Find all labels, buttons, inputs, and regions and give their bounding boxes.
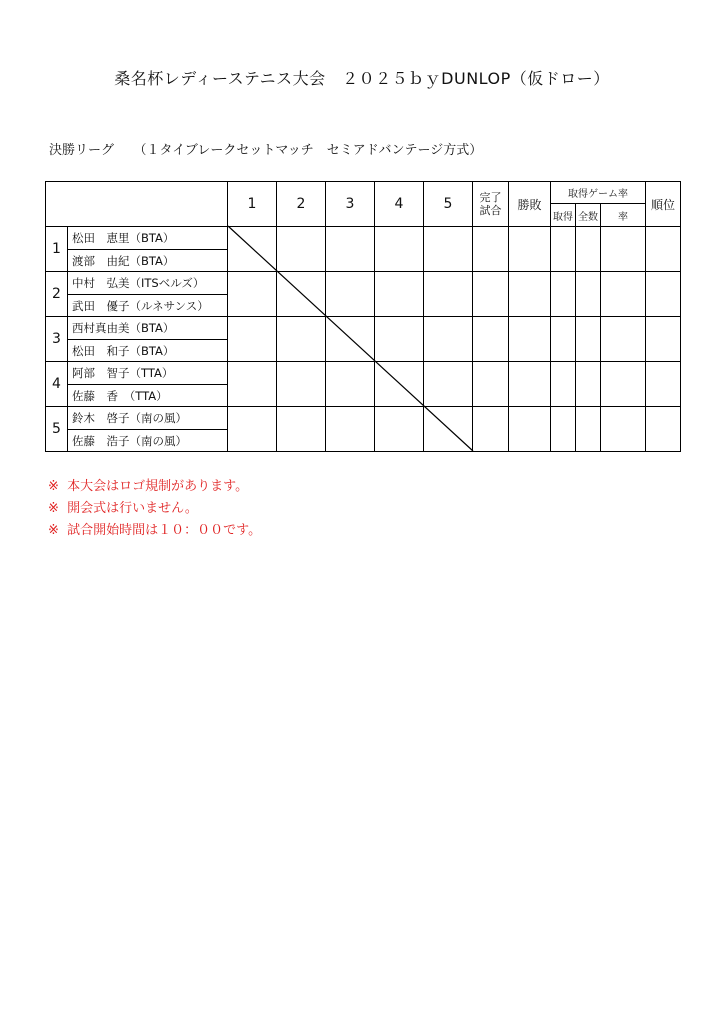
result-cell xyxy=(576,317,601,362)
match-cell xyxy=(424,317,473,362)
result-cell xyxy=(509,317,551,362)
note-start-time: ※ 試合開始時間は１０：００です。 xyxy=(48,523,262,538)
match-cell xyxy=(277,272,326,317)
result-cell xyxy=(601,227,646,272)
match-cell xyxy=(277,362,326,407)
match-cell xyxy=(326,317,375,362)
result-cell xyxy=(576,407,601,452)
seed-number: 2 xyxy=(46,272,68,317)
match-cell xyxy=(326,227,375,272)
player-name: 松田 恵里（BTA） xyxy=(68,227,228,250)
team-row xyxy=(46,407,681,430)
result-cell xyxy=(551,407,576,452)
seed-number: 3 xyxy=(46,317,68,362)
rank-header: 順位 xyxy=(646,182,681,227)
match-cell xyxy=(326,272,375,317)
note-logo: ※ 本大会はロゴ規制があります。 xyxy=(48,479,249,494)
result-cell xyxy=(646,407,681,452)
game-rate-header: 取得ゲーム率 xyxy=(551,182,646,204)
match-cell xyxy=(375,272,424,317)
seed-number: 4 xyxy=(46,362,68,407)
team-rows xyxy=(46,227,681,452)
result-cell xyxy=(576,227,601,272)
player-name: 西村真由美（BTA） xyxy=(68,317,228,340)
notes xyxy=(48,476,261,542)
result-cell xyxy=(509,407,551,452)
player-name: 阿部 智子（TTA） xyxy=(68,362,228,385)
match-cell xyxy=(424,362,473,407)
result-cell xyxy=(551,362,576,407)
match-cell xyxy=(228,362,277,407)
rate-header: 率 xyxy=(601,204,646,227)
team-row xyxy=(46,227,681,250)
result-cell xyxy=(646,362,681,407)
completed-label-line1: 完了 xyxy=(479,191,502,204)
result-cell xyxy=(551,272,576,317)
total-games-header: 全数 xyxy=(576,204,601,227)
result-cell xyxy=(473,272,509,317)
result-cell xyxy=(473,317,509,362)
result-cell xyxy=(601,362,646,407)
player-name: 中村 弘美（ITSベルズ） xyxy=(68,272,228,295)
team-row xyxy=(46,317,681,340)
result-cell xyxy=(646,317,681,362)
result-cell xyxy=(551,227,576,272)
match-cell xyxy=(277,407,326,452)
player-name: 松田 和子（BTA） xyxy=(68,340,228,362)
result-cell xyxy=(509,272,551,317)
match-cell xyxy=(277,227,326,272)
team-row xyxy=(46,272,681,295)
match-cell xyxy=(277,317,326,362)
match-cell xyxy=(375,407,424,452)
seed-number: 1 xyxy=(46,227,68,272)
player-name: 鈴木 啓子（南の風） xyxy=(68,407,228,430)
result-cell xyxy=(646,272,681,317)
match-cell xyxy=(375,317,424,362)
match-cell xyxy=(424,227,473,272)
match-cell xyxy=(228,227,277,272)
col-header-4: 4 xyxy=(375,182,424,227)
team-row xyxy=(46,362,681,385)
result-cell xyxy=(551,317,576,362)
result-cell xyxy=(601,272,646,317)
match-cell xyxy=(375,362,424,407)
match-cell xyxy=(326,407,375,452)
league-subtitle: 決勝リーグ （１タイブレークセットマッチ セミアドバンテージ方式） xyxy=(49,143,483,158)
result-cell xyxy=(576,362,601,407)
result-cell xyxy=(646,227,681,272)
match-cell xyxy=(228,317,277,362)
match-cell xyxy=(228,407,277,452)
result-cell xyxy=(473,407,509,452)
col-header-2: 2 xyxy=(277,182,326,227)
completed-label-line2: 試合 xyxy=(479,204,502,217)
col-header-3: 3 xyxy=(326,182,375,227)
player-name: 佐藤 浩子（南の風） xyxy=(68,430,228,452)
match-cell xyxy=(424,407,473,452)
result-cell xyxy=(601,407,646,452)
header-corner xyxy=(46,182,228,227)
games-won-header: 取得 xyxy=(551,204,576,227)
match-cell xyxy=(375,227,424,272)
win-loss-header: 勝敗 xyxy=(509,182,551,227)
result-cell xyxy=(509,362,551,407)
result-cell xyxy=(473,362,509,407)
league-table xyxy=(45,181,681,452)
match-cell xyxy=(326,362,375,407)
result-cell xyxy=(473,227,509,272)
result-cell xyxy=(509,227,551,272)
seed-number: 5 xyxy=(46,407,68,452)
completed-matches-header xyxy=(473,182,509,227)
result-cell xyxy=(601,317,646,362)
player-name: 渡部 由紀（BTA） xyxy=(68,250,228,272)
match-cell xyxy=(228,272,277,317)
player-name: 武田 優子（ルネサンス） xyxy=(68,295,228,317)
note-ceremony: ※ 開会式は行いません。 xyxy=(48,501,198,516)
col-header-1: 1 xyxy=(228,182,277,227)
result-cell xyxy=(576,272,601,317)
match-cell xyxy=(424,272,473,317)
col-header-5: 5 xyxy=(424,182,473,227)
player-name: 佐藤 香 （TTA） xyxy=(68,385,228,407)
page-title: 桑名杯レディーステニス大会 ２０２５ｂｙDUNLOP（仮ドロー） xyxy=(114,69,610,88)
